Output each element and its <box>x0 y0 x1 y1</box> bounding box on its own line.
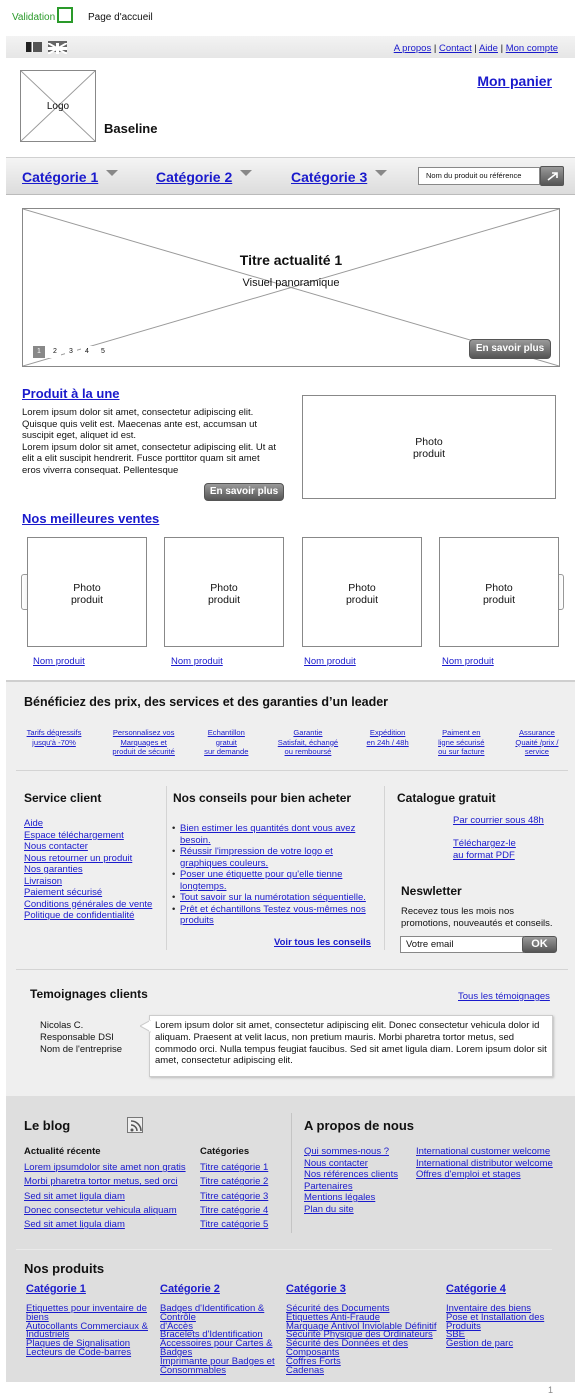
newsletter-ok-button[interactable]: OK <box>522 936 557 953</box>
flag-uk-icon[interactable] <box>48 41 67 52</box>
validation-checkbox[interactable] <box>57 7 73 23</box>
about-link[interactable]: Partenaires <box>304 1180 353 1192</box>
arrow-icon <box>541 167 565 187</box>
divider <box>16 1249 552 1250</box>
bestseller-photo-label: Photo produit <box>482 582 516 606</box>
validation-label: Validation <box>12 12 56 23</box>
bestseller-name[interactable]: Nom produit <box>442 656 494 667</box>
product-link[interactable]: Inventaire des biens <box>446 1303 532 1314</box>
divider <box>384 786 385 950</box>
bestseller-photo[interactable] <box>302 537 422 647</box>
testimonials-all-link[interactable]: Tous les témoignages <box>458 991 550 1002</box>
chevron-down-icon <box>240 170 252 176</box>
products-category-title[interactable]: Catégorie 1 <box>26 1283 86 1295</box>
product-link[interactable]: Gestion de parc <box>446 1338 514 1350</box>
blog-category-link[interactable]: Titre catégorie 3 <box>200 1190 269 1202</box>
product-link[interactable]: Lecteurs de Code-barres <box>26 1346 132 1358</box>
service-links <box>24 818 164 922</box>
advice-all-link[interactable]: Voir tous les conseils <box>274 937 371 948</box>
blog-category-link[interactable]: Titre catégorie 4 <box>200 1204 269 1216</box>
product-link[interactable]: SBE <box>446 1329 466 1341</box>
hero-banner[interactable] <box>22 208 560 367</box>
about-link[interactable]: Nous contacter <box>304 1157 368 1169</box>
flag-fr-icon[interactable] <box>26 42 42 52</box>
chevron-down-icon <box>106 170 118 176</box>
testimonial-author: Nicolas C. Responsable DSI Nom de l'entreprise <box>40 1020 123 1055</box>
benefits-title: Bénéficiez des prix, des services et des garanties d’un leader <box>24 695 389 709</box>
hero-title: Titre actualité 1 <box>239 252 343 268</box>
hero-page-2[interactable]: 2 <box>49 346 61 358</box>
bestseller-photo[interactable] <box>164 537 284 647</box>
product-link[interactable]: Badges d'Identification & Contrôle d'Accès <box>160 1303 265 1332</box>
blog-recent-list <box>24 1161 194 1232</box>
chevron-down-icon <box>375 170 387 176</box>
hero-page-3[interactable]: 3 <box>65 346 77 358</box>
hero-page-1[interactable]: 1 <box>33 346 45 358</box>
service-link[interactable]: Aide <box>24 818 44 829</box>
hero-page-5[interactable]: 5 <box>97 346 109 358</box>
nav-category-2[interactable]: Catégorie 2 <box>156 169 252 185</box>
top-link-apropos[interactable]: A propos <box>393 43 432 54</box>
featured-more-button[interactable]: En savoir plus <box>204 483 284 501</box>
advice-title: Nos conseils pour bien acheter <box>173 791 352 805</box>
benefit-item[interactable]: Tarifs dégressifs jusqu'à -70% <box>26 728 82 747</box>
divider <box>291 1113 292 1233</box>
blog-recent-link[interactable]: Lorem ipsumdolor site amet non gratis <box>24 1162 186 1173</box>
top-link-compte[interactable]: Mon compte <box>505 43 558 54</box>
about-link[interactable]: Offres d'emploi et stages <box>416 1169 521 1180</box>
catalog-pdf-link[interactable]: Téléchargez-le au format PDF <box>453 838 516 861</box>
blog-category-link[interactable]: Titre catégorie 5 <box>200 1219 269 1231</box>
advice-link[interactable]: Prêt et échantillons Testez vous-mêmes nos produits <box>180 903 366 926</box>
bestsellers-title[interactable]: Nos meilleures ventes <box>22 511 160 526</box>
advice-item <box>172 892 378 904</box>
featured-photo-label: Photo produit <box>412 436 446 460</box>
advice-link[interactable]: Poser une étiquette pour qu'elle tienne longtemps. <box>180 869 343 892</box>
advice-item <box>172 869 378 892</box>
products-title: Nos produits <box>24 1261 105 1276</box>
newsletter-email-input[interactable]: Votre email <box>400 936 524 953</box>
benefit-item[interactable]: Garantie Satisfait, échangé ou remboursé <box>277 728 339 756</box>
baseline: Baseline <box>104 121 158 136</box>
blog-title: Le blog <box>24 1118 71 1133</box>
product-link[interactable]: Coffres Forts <box>286 1355 341 1367</box>
logo[interactable] <box>20 70 96 142</box>
bestseller-photo-label: Photo produit <box>345 582 379 606</box>
featured-title[interactable]: Produit à la une <box>22 386 120 401</box>
product-link[interactable]: Etiquettes pour inventaire de biens <box>26 1303 147 1323</box>
product-link[interactable]: Accessoires pour Cartes & Badges <box>160 1338 273 1358</box>
service-title: Service client <box>24 791 102 805</box>
product-link[interactable]: Pose et Installation des Produits <box>446 1311 545 1332</box>
hero-pagination <box>33 346 109 358</box>
about-links-2 <box>416 1146 561 1181</box>
products-category-links <box>286 1305 440 1375</box>
blog-category-link[interactable]: Titre catégorie 2 <box>200 1176 269 1188</box>
about-links-1 <box>304 1146 416 1215</box>
advice-item <box>172 904 378 927</box>
rss-icon[interactable] <box>127 1117 143 1133</box>
products-category-title[interactable]: Catégorie 3 <box>286 1283 346 1295</box>
blog-recent-title: Actualité récente <box>24 1146 101 1157</box>
benefit-item[interactable]: Expédition en 24h / 48h <box>366 728 409 747</box>
advice-item <box>172 823 378 846</box>
about-link[interactable]: Nos références clients <box>304 1169 398 1180</box>
testimonials-title: Temoignages clients <box>30 987 148 1001</box>
about-title: A propos de nous <box>304 1118 415 1133</box>
advice-links <box>172 823 378 927</box>
blog-recent-link[interactable]: Morbi pharetra tortor metus, sed orci <box>24 1176 178 1188</box>
products-category-links <box>446 1305 572 1349</box>
blog-categories-title: Catégories <box>200 1146 250 1157</box>
benefit-item[interactable]: Echantillon gratuit sur demande <box>204 728 249 756</box>
hero-subtitle: Visuel panoramique <box>242 277 340 289</box>
search-button[interactable] <box>540 166 564 186</box>
blog-category-link[interactable]: Titre catégorie 1 <box>200 1162 269 1173</box>
blog-recent-link[interactable]: Sed sit amet ligula diam <box>24 1219 125 1231</box>
bestseller-photo-label: Photo produit <box>207 582 241 606</box>
nav-category-3[interactable]: Catégorie 3 <box>291 169 387 185</box>
top-link-aide[interactable]: Aide <box>478 43 498 54</box>
divider <box>16 770 568 771</box>
service-link[interactable]: Livraison <box>24 875 63 887</box>
search-input[interactable]: Nom du produit ou référence <box>418 167 540 185</box>
newsletter-title: Neswletter <box>401 884 462 898</box>
bestseller-name[interactable]: Nom produit <box>33 656 85 667</box>
products-category-links <box>160 1305 284 1375</box>
product-link[interactable]: Etiquettes Anti-Fraude <box>286 1311 380 1323</box>
advice-item <box>172 846 378 869</box>
service-link[interactable]: Nous contacter <box>24 841 88 852</box>
product-link[interactable]: Bracelets d'Identification <box>160 1329 263 1341</box>
product-link[interactable]: Marquage Antivol Inviolable Définitif <box>286 1320 437 1332</box>
about-link[interactable]: International customer welcome <box>416 1146 551 1157</box>
benefit-item[interactable]: Assurance Quaité /prix / service <box>515 728 559 756</box>
about-link[interactable]: Qui sommes-nous ? <box>304 1146 390 1157</box>
bestseller-photo-label: Photo produit <box>70 582 104 606</box>
newsletter-text: Recevez tous les mois nos promotions, nouveautés et conseils. <box>401 906 553 929</box>
about-link[interactable]: Mentions légales <box>304 1192 376 1203</box>
service-link[interactable]: Paiement sécurisé <box>24 887 103 898</box>
catalog-mail-link[interactable]: Par courrier sous 48h <box>453 815 544 826</box>
testimonial-quote: Lorem ipsum dolor sit amet, consectetur adipiscing elit. Donec consectetur vehicula dolor id aliquam. Praesent at velit lacus, non pretium mauris. Morbi pharetra tortor metus, sed commodo orci. Nulla tempus feugiat faucibus. Sed sit amet ligula diam. Lorem ipsum dolor sit amet, consectetur adipiscing elit. <box>155 1020 547 1067</box>
products-category-title[interactable]: Catégorie 4 <box>446 1283 506 1295</box>
service-link[interactable]: Politique de confidentialité <box>24 910 135 921</box>
blog-categories-list <box>200 1161 290 1232</box>
cart-link[interactable]: Mon panier <box>477 73 552 89</box>
product-link[interactable]: Sécurité Physique des Ordinateurs <box>286 1329 433 1341</box>
featured-text: Lorem ipsum dolor sit amet, consectetur adipiscing elit. Quisque quis velit est. Maecenas ante est, accumsan ut suscipit eget, aliquet id est. Lorem ipsum dolor sit amet, consectetur adipiscing elit. Ut at elit a elit suscipit hendrerit. Fusce porttitor quam sit amet eros viverra consequat. Pellentesque <box>22 407 276 476</box>
bestseller-photo[interactable] <box>27 537 147 647</box>
divider <box>16 969 568 970</box>
service-link[interactable]: Espace téléchargement <box>24 829 124 841</box>
blog-recent-link[interactable]: Donec consectetur vehicula aliquam <box>24 1204 177 1216</box>
top-link-contact[interactable]: Contact <box>438 43 472 54</box>
blog-recent-link[interactable]: Sed sit amet ligula diam <box>24 1190 125 1202</box>
catalog-title: Catalogue gratuit <box>397 791 496 805</box>
products-category-title[interactable]: Catégorie 2 <box>160 1283 220 1295</box>
benefits-row <box>16 728 568 757</box>
bestseller-name[interactable]: Nom produit <box>304 656 356 667</box>
product-link[interactable]: Imprimante pour Badges et Consommables <box>160 1355 275 1376</box>
advice-link[interactable]: Réussir l'impression de votre logo et graphiques couleurs. <box>180 846 333 869</box>
page-name: Page d'accueil <box>88 12 153 23</box>
benefit-item[interactable]: Personnalisez vos Marquages et produit de sécurité <box>112 728 175 756</box>
page-number: 1 <box>548 1385 554 1395</box>
product-link[interactable]: Sécurité des Documents <box>286 1303 390 1314</box>
nav-category-1[interactable]: Catégorie 1 <box>22 169 118 185</box>
about-link[interactable]: Plan du site <box>304 1203 354 1215</box>
advice-link[interactable]: Tout savoir sur la numérotation séquentielle. <box>180 892 366 903</box>
products-category-links <box>26 1305 156 1358</box>
service-link[interactable]: Conditions générales de vente <box>24 898 153 910</box>
featured-photo[interactable] <box>302 395 556 499</box>
product-link[interactable]: Cadenas <box>286 1364 325 1376</box>
quote-pointer-icon <box>140 1020 151 1034</box>
product-link[interactable]: Sécurité des Données et des Composants <box>286 1338 408 1358</box>
bestseller-name[interactable]: Nom produit <box>171 656 223 667</box>
benefit-item[interactable]: Paiment en ligne sécurisé ou sur facture <box>438 728 485 756</box>
logo-label: Logo <box>46 101 70 112</box>
hero-more-button[interactable]: En savoir plus <box>469 339 551 359</box>
service-link[interactable]: Nos garanties <box>24 864 83 875</box>
bestseller-photo[interactable] <box>439 537 559 647</box>
service-link[interactable]: Nous retourner un produit <box>24 852 133 864</box>
divider <box>166 786 167 950</box>
top-links: A propos | Contact | Aide | Mon compte <box>393 43 558 54</box>
advice-link[interactable]: Bien estimer les quantités dont vous avez besoin. <box>180 823 356 846</box>
product-link[interactable]: Autocollants Commerciaux & Industriels <box>26 1320 148 1341</box>
about-link[interactable]: International distributor welcome <box>416 1157 553 1169</box>
hero-page-4[interactable]: 4 <box>81 346 93 358</box>
product-link[interactable]: Plaques de Signalisation <box>26 1338 131 1350</box>
